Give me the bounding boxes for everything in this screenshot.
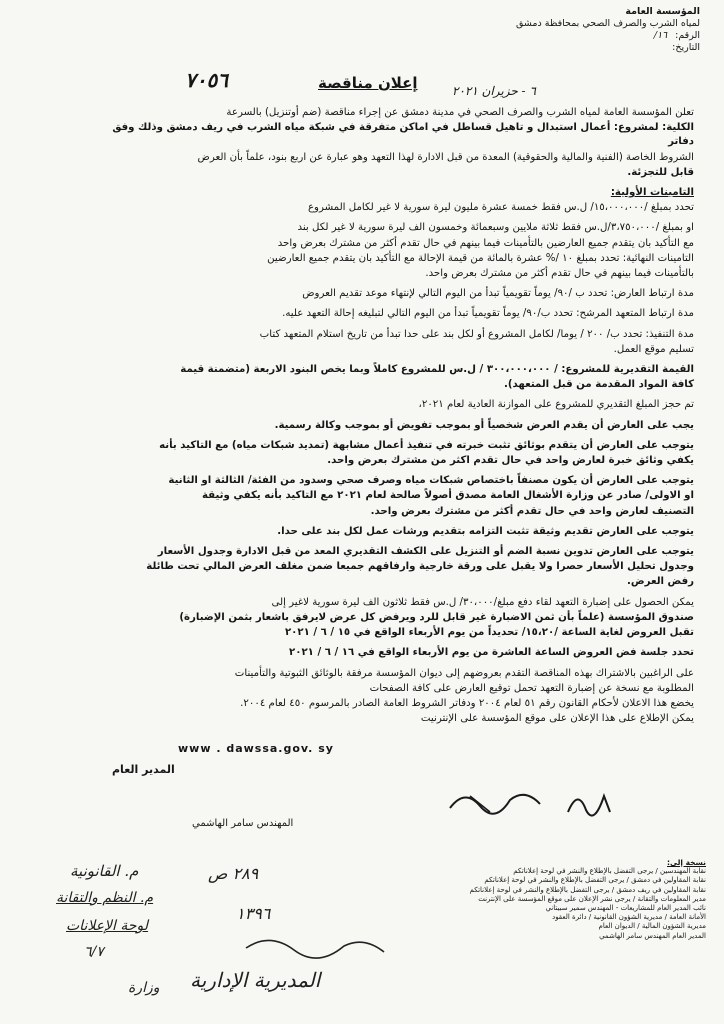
requirement-3c: التصنيف لعارض واحد في حال تقدم أكثر من مشترك بعرض واحد. bbox=[370, 505, 694, 517]
documents-2: صندوق المؤسسة (علماً بأن ثمن الاضبارة غير قابل للرد ويرفض كل عرض لايرفق باشعار بثمن الإضبارة) bbox=[179, 611, 694, 623]
signature-mark-1 bbox=[440, 778, 560, 822]
distribution-item: مديرية الشؤون المالية / الديوان العام bbox=[598, 922, 706, 931]
final-insurance-1: التامينات النهائية: تحدد بمبلغ ١٠ /% عشرة بالمائة من قيمة الإحالة مع التأكيد بان يتقدم جميع العارضين bbox=[267, 252, 694, 264]
handwritten-date: ٦ - حزيران ٢٠٢١ bbox=[452, 84, 536, 98]
prelim-insurance-3: مع التأكيد بان يتقدم جميع العارضين بالتأمينات فيما بينهم في حال تقدم أكثر من مشترك بعرض واحد bbox=[277, 237, 694, 249]
bidder-binding: مدة ارتباط العارض: تحدد ب /٩٠/ يوماً تقويمياً تبدأ من اليوم التالي لإنتهاء موعد تقديم العروض bbox=[302, 288, 694, 300]
requirement-5b: وجدول تحليل الأسعار حصرا ولا يقبل على ورقة خارجية وارفاقهم جميعا ضمن مغلف العرض المالي تحت طائلة bbox=[146, 561, 694, 573]
distribution-item: نائب المدير العام للمشاريعات - المهندس سمير سبيتاني bbox=[545, 904, 706, 913]
documents-1: يمكن الحصول على إضبارة التعهد لقاء دفع مبلغ/٣٠،٠٠٠/ ل.س فقط ثلاثون الف ليرة سورية لاغير إلى bbox=[271, 596, 694, 608]
reference-number: ٧٠٥٦ bbox=[185, 68, 228, 92]
handwritten-scribble bbox=[240, 928, 390, 964]
opening-session: تحدد جلسة فض العروض الساعة العاشرة من يوم الأربعاء الواقع في ١٦ / ٦ / ٢٠٢١ bbox=[289, 647, 694, 659]
requirement-3b: او الاولى/ صادر عن وزارة الأشغال العامة مصدق أصولاً صالحة لعام ٢٠٢١ مع التاكيد بأنه يكفي وثيقة bbox=[202, 490, 694, 502]
handwritten-note-number: ٢٨٩ ص bbox=[208, 864, 259, 883]
requirement-4: يتوجب على العارض تقديم وثيقة تثبت التزامه بتقديم ورشات عمل لكل بند على حدا. bbox=[277, 525, 694, 537]
announcement-body bbox=[98, 106, 694, 727]
invitation-2: المطلوبة مع نسخة عن إضبارة التعهد تحمل توقيع العارض على كافة الصفحات bbox=[369, 682, 694, 694]
announcement-title: إعلان مناقصة bbox=[318, 74, 418, 92]
distribution-item: نقابة المقاولين في ريف دمشق / يرجى التفضل بالإطلاع والنشر في لوحة إعلاناتكم bbox=[469, 885, 706, 894]
handwritten-note-admin: المديرية الإدارية bbox=[190, 968, 321, 992]
distribution-list bbox=[396, 858, 706, 941]
ref-value: ١٦/ bbox=[653, 30, 668, 41]
general-manager-title: المدير العام bbox=[112, 763, 175, 776]
prelim-insurance-1: تحدد بمبلغ /١٥،٠٠٠،٠٠٠/ ل.س فقط خمسة عشرة مليون ليرة سورية لا غير لكامل المشروع bbox=[307, 202, 694, 214]
requirement-3a: يتوجب على العارض أن يكون مصنفاً باختصاص شبكات مياه وصرف صحي وسدود من الفئة/ الثالثة او الثانية bbox=[168, 475, 694, 487]
signature-mark-2 bbox=[560, 782, 620, 828]
ref-label: الرقم: bbox=[675, 30, 700, 41]
execution-period-1: مدة التنفيذ: تحدد ب/ ٢٠٠ / يوما/ لكامل المشروع أو لكل بند على حدا تبدأ من تاريخ استلام المتعهد كتاب bbox=[259, 328, 694, 340]
requirement-5a: يتوجب على العارض تدوين نسبة الضم أو التنزيل على الكشف التقديري المعد من قبل الادارة وجدول الأسعار bbox=[157, 546, 694, 558]
distribution-item: نقابة المهندسين / يرجى التفضل بالإطلاع والنشر في لوحة إعلاناتكم bbox=[513, 867, 706, 876]
prelim-insurance-title: التامينات الأولية: bbox=[610, 187, 694, 199]
distribution-item: نقابة المقاولين في دمشق / يرجى التفضل بالإطلاع والنشر في لوحة إعلاناتكم bbox=[484, 876, 706, 885]
prelim-insurance-2: او بمبلغ /٣،٧٥٠،٠٠٠/ل.س فقط ثلاثة ملايين وسبعمائة وخمسون الف ليرة سورية لا غير لكل بند bbox=[297, 222, 694, 234]
execution-period-2: تسليم موقع العمل. bbox=[613, 343, 694, 355]
date-label: التاريخ: bbox=[672, 42, 700, 53]
intro-line-3: الشروط الخاصة (الفنية والمالية والحقوقية) المعدة من قبل الادارة لهذا التعهد وهو عبارة عن اربع بنود، علماً بأن العرض bbox=[197, 151, 694, 163]
requirement-2b: يكفي وثائق خبرة لعارض واحد في حال تقدم اكثر من مشترك بعرض واحد. bbox=[327, 455, 694, 467]
letterhead bbox=[450, 6, 700, 54]
handwritten-note-date: ٦/٧ bbox=[84, 944, 104, 960]
website-intro: يمكن الإطلاع على هذا الإعلان على موقع المؤسسة على الإنترنيت bbox=[420, 713, 694, 725]
handwritten-note-board: لوحة الإعلانات bbox=[66, 918, 149, 934]
law-reference: يخضع هذا الاعلان لأحكام القانون رقم ٥١ لعام ٢٠٠٤ ودفاتر الشروط العامة الصادر بالمرسوم ٤٥٠ لعام ٢٠٠٤. bbox=[240, 697, 694, 709]
distribution-heading: نسخة إلى: bbox=[667, 858, 706, 867]
engineer-name: المهندس سامر الهاشمي bbox=[192, 818, 294, 829]
estimated-value-2: كافة المواد المقدمة من قبل المتعهد). bbox=[503, 379, 694, 391]
distribution-item: مدير المعلومات والتقانة / يرجى نشر الإعلان على موقع المؤسسة على الإنترنت bbox=[478, 894, 706, 903]
handwritten-note-ministry: وزارة bbox=[128, 980, 160, 996]
invitation-1: على الراغبين بالاشتراك بهذه المناقصة التقدم بعروضهم إلى ديوان المؤسسة مرفقة بالوثائق الثبوتية والتأمينات bbox=[234, 667, 694, 679]
estimated-value-1: القيمة التقديرية للمشروع: / ٣٠٠،٠٠٠،٠٠٠ / ل.س للمشروع كاملاً وبما يخص البنود الاربعة (متضمنة قيمة bbox=[180, 364, 694, 376]
handwritten-note-systems: م. النظم والتقانة bbox=[56, 890, 154, 906]
ref-row bbox=[450, 30, 700, 42]
budget-line: تم حجز المبلغ التقديري للمشروع على الموازنة العادية لعام ٢٠٢١، bbox=[418, 399, 694, 411]
submission-deadline: تقبل العروض لغاية الساعة /١٥،٢٠/ تحديداً من يوم الأربعاء الواقع في ١٥ / ٦ / ٢٠٢١ bbox=[284, 627, 694, 639]
org-subtitle: لمياه الشرب والصرف الصحي بمحافظة دمشق bbox=[516, 18, 700, 29]
requirement-5c: رفض العرض. bbox=[627, 576, 694, 588]
distribution-item: المدير العام المهندس سامر الهاشمي bbox=[599, 931, 706, 940]
org-name: المؤسسة العامة bbox=[625, 6, 700, 17]
final-insurance-2: بالتأمينات فيما بينهم في حال تقدم أكثر من مشترك بعرض واحد. bbox=[425, 268, 694, 280]
requirement-2a: يتوجب على العارض أن يتقدم بوثائق تثبت خبرته في تنفيذ أعمال مشابهة (تمديد شبكات مياه) مع التاكيد بأنه bbox=[159, 439, 694, 451]
intro-line-4: قابل للتجزئة. bbox=[627, 166, 694, 178]
intro-line-1: تعلن المؤسسة العامة لمياه الشرب والصرف الصحي في مدينة دمشق عن إجراء مناقصة (ضم أوتنزيل) بالسرعة bbox=[226, 107, 694, 118]
intro-line-2: الكلية: لمشروع: أعمال استبدال و تاهيل قساطل في اماكن متفرقة في شبكة مياه الشرب في ريف دمشق وذلك وفق دفاتر bbox=[112, 122, 694, 148]
handwritten-note-ref: ١٣٩٦ bbox=[236, 904, 271, 923]
contractor-binding: مدة ارتباط المتعهد المرشح: تحدد ب/٩٠/ يوماً تقويمياً تبدأ من اليوم التالي لتبليغه إحالة التعهد عليه. bbox=[282, 308, 694, 320]
distribution-item: الأمانة العامة / مديرية الشؤون القانونية / دائرة العقود bbox=[552, 913, 706, 922]
requirement-1: يجب على العارض أن يقدم العرض شخصياً أو بموجب تفويض أو بموجب وكالة رسمية. bbox=[274, 419, 694, 431]
website-url: www . dawssa.gov. sy bbox=[178, 742, 334, 755]
handwritten-note-legal: م. القانونية bbox=[70, 862, 139, 880]
